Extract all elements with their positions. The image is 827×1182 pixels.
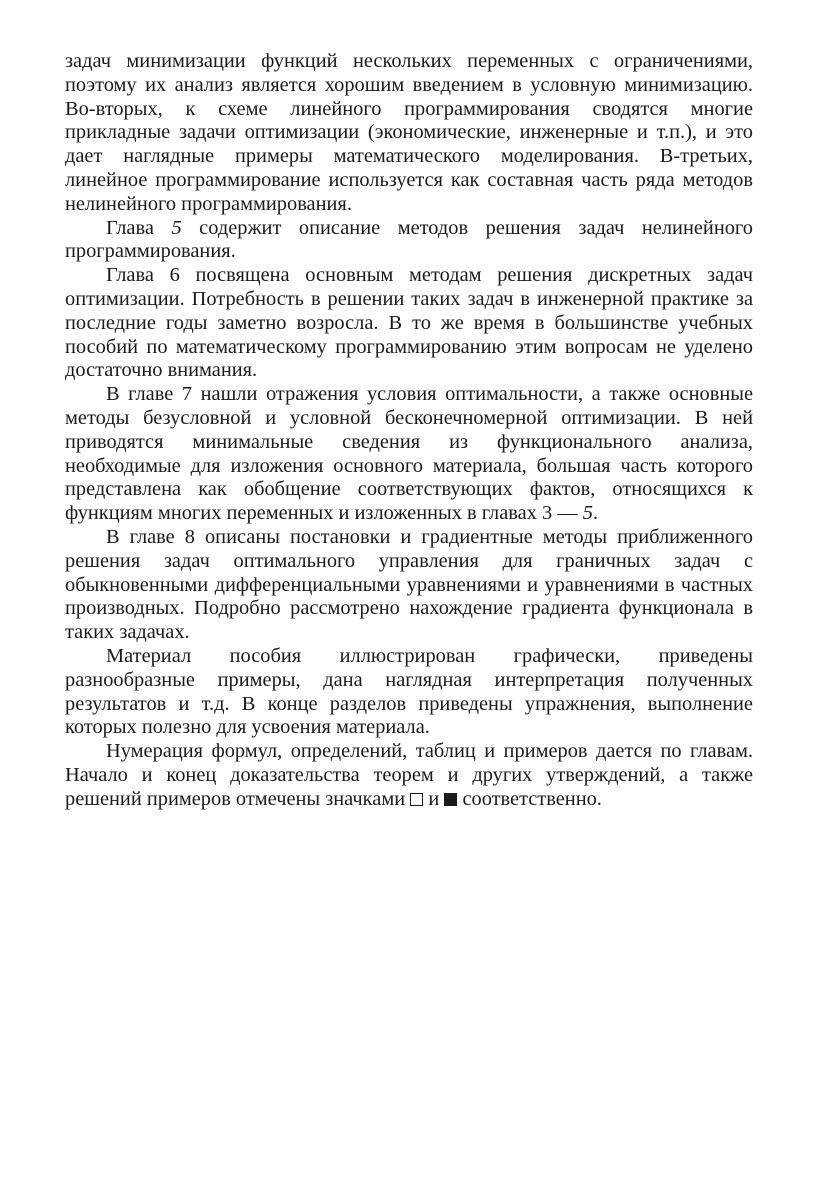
paragraph-numbering-end: соответственно. <box>457 787 602 810</box>
paragraph-chapter-5-start: Глава <box>106 216 172 239</box>
paragraph-illustrations: Материал пособия иллюстрирован графически, приведены разнообразные примеры, дана наглядная интерпретация полученных результатов и т.д. В конце разделов приведены упражнения, выполнение которых полезно для усвоения материала. <box>65 644 753 739</box>
filled-square-icon <box>444 793 457 806</box>
paragraph-chapter-5-end: содержит описание методов решения задач нелинейного программирования. <box>65 216 753 263</box>
paragraph-chapter-7-text: В главе 7 нашли отражения условия оптимальности, а также основные методы безусловной и условной бесконечномерной оптимизации. В ней приводятся минимальные сведения из функционального анализа, необходимые для изложения основного материала, большая часть которого представлена как обобщение соответствующих фактов, относящихся к функциям многих переменных и изложенных в главах 3 — <box>65 383 753 525</box>
paragraph-numbering <box>65 740 753 811</box>
paragraph-chapter-5 <box>65 217 753 265</box>
page-body <box>65 50 753 812</box>
paragraph-chapter-8: В главе 8 описаны постановки и градиентные методы приближенного решения задач оптимального управления для граничных задач с обыкновенными дифференциальными уравнениями и уравнениями в частных производных. Подробно рассмотрено нахождение градиента функционала в таких задачах. <box>65 525 753 644</box>
paragraph-numbering-and: и <box>423 787 445 810</box>
paragraph-chapter-7-period: . <box>592 502 599 525</box>
chapter-5-number: 5 <box>171 216 182 239</box>
paragraph-chapter-6: Глава 6 посвящена основным методам решения дискретных задач оптимизации. Потребность в решении таких задач в инженерной практике за последние годы заметно возросла. В то же время в большинстве учебных пособий по математическому программированию этим вопросам не уделено достаточно внимания. <box>65 264 753 382</box>
paragraph-chapter-7 <box>65 383 753 526</box>
paragraph-continuation: задач минимизации функций нескольких переменных с ограничениями, поэтому их анализ является хорошим введением в условную минимизацию. Во-вторых, к схеме линейного программирования сводятся многие прикладные задачи оптимизации (экономические, инженерные и т.п.), и это дает наглядные примеры математического моделирования. В-третьих, линейное программирование используется как составная часть ряда методов нелинейного программирования. <box>65 50 753 215</box>
open-square-icon <box>410 793 423 806</box>
chapter-range-end-number: 5 <box>582 502 593 525</box>
paragraph-numbering-text: Нумерация формул, определений, таблиц и примеров дается по главам. Начало и конец доказательства теорем и других утверждений, а также решений примеров отмечены значками <box>65 740 753 810</box>
